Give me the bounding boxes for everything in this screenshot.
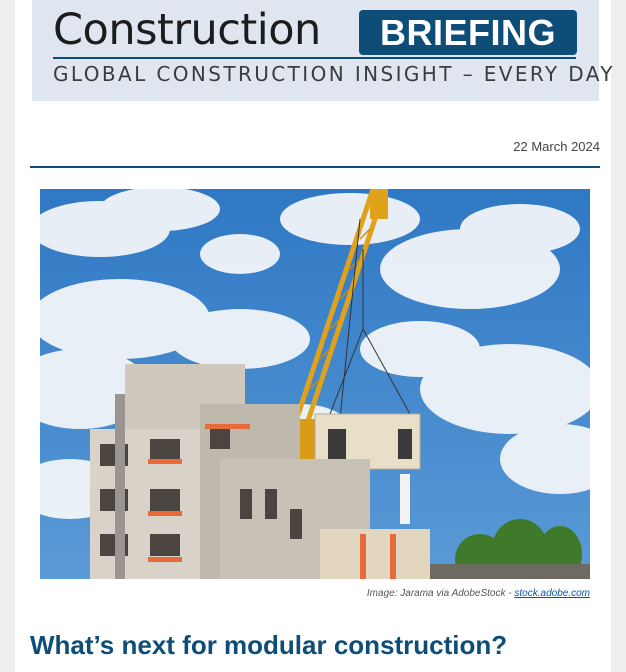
brand-logo-box — [359, 10, 577, 55]
header-divider — [30, 166, 600, 168]
newsletter-header[interactable] — [32, 0, 615, 101]
caption-link[interactable]: stock.adobe.com — [514, 588, 590, 599]
caption-text: Image: Jarama via AdobeStock - — [366, 588, 515, 599]
article-headline[interactable]: What’s next for modular construction? — [30, 630, 508, 660]
issue-date: 22 March 2024 — [513, 139, 600, 154]
hero-image[interactable] — [40, 189, 590, 579]
brand-logo-word: Construction — [53, 5, 321, 55]
brand-logo-box-label: BRIEFING — [379, 12, 556, 53]
brand-rule — [53, 57, 576, 59]
image-caption — [367, 588, 590, 599]
email-body — [15, 0, 615, 672]
brand-tagline: GLOBAL CONSTRUCTION INSIGHT – EVERY DAY — [53, 62, 615, 86]
